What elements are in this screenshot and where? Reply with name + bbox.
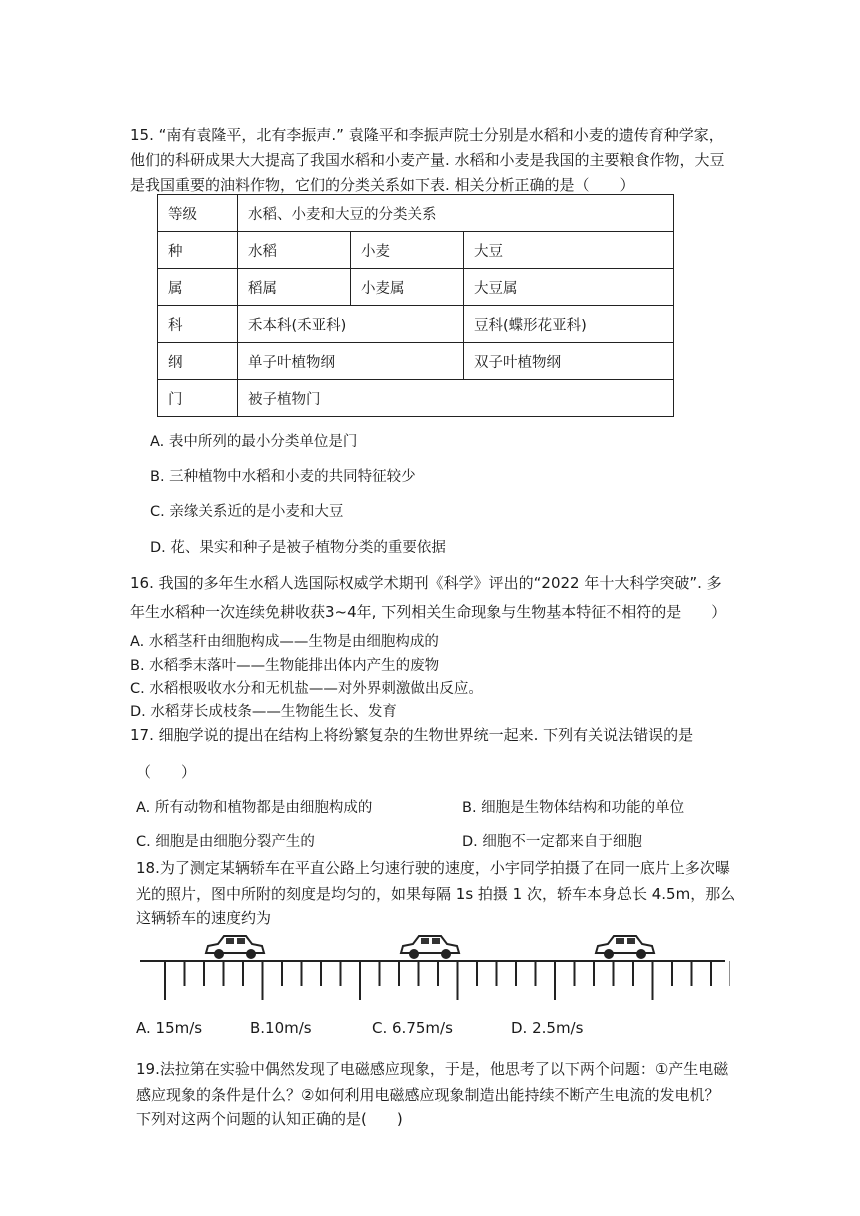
table-row (158, 232, 674, 269)
q16-option-d[interactable]: D. 水稻芽长成枝条——生物能生长、发育 (130, 704, 397, 720)
table-cell: 禾本科(禾亚科) (238, 306, 464, 343)
q18-option-a[interactable]: A. 15m/s (136, 1019, 203, 1037)
q17-option-a[interactable]: A. 所有动物和植物都是由细胞构成的 (136, 800, 373, 816)
table-cell: 大豆 (464, 232, 674, 269)
table-cell: 小麦属 (351, 269, 464, 306)
q16-option-b[interactable]: B. 水稻季末落叶——生物能排出体内产生的废物 (130, 658, 440, 674)
q17-option-c[interactable]: C. 细胞是由细胞分裂产生的 (136, 834, 315, 850)
q17-answer-paren: （ ） (136, 763, 197, 781)
table-row (158, 195, 674, 232)
table-row (158, 380, 674, 417)
table-row (158, 269, 674, 306)
q16-option-c[interactable]: C. 水稻根吸收水分和无机盐——对外界刺激做出反应。 (130, 681, 483, 697)
table-cell: 属 (158, 269, 238, 306)
table-cell: 稻属 (238, 269, 351, 306)
classification-table (157, 194, 674, 417)
q19-stem-line1: 19.法拉第在实验中偶然发现了电磁感应现象，于是，他思考了以下两个问题：①产生电磁 (136, 1060, 729, 1078)
q15-stem-line2: 他们的科研成果大大提高了我国水稻和小麦产量. 水稻和小麦是我国的主要粮食作物，大豆 (130, 151, 725, 169)
table-cell: 种 (158, 232, 238, 269)
table-cell: 水稻、小麦和大豆的分类关系 (238, 195, 674, 232)
q17-option-b[interactable]: B. 细胞是生物体结构和功能的单位 (462, 800, 685, 816)
q18-stem-line1: 18.为了测定某辆轿车在平直公路上匀速行驶的速度，小宇同学拍摄了在同一底片上多次曝 (136, 859, 730, 877)
table-row (158, 343, 674, 380)
q18-stem-line3: 这辆轿车的速度约为 (136, 909, 272, 927)
q15-stem-line1: 15. “南有袁隆平，北有李振声.” 袁隆平和李振声院士分别是水稻和小麦的遗传育种学家， (130, 126, 724, 144)
table-cell: 双子叶植物纲 (464, 343, 674, 380)
q16-stem-line2: 年生水稻种一次连续免耕收获3~4年, 下列相关生命现象与生物基本特征不相符的是 ） (130, 603, 727, 621)
q17-stem-line1: 17. 细胞学说的提出在结构上将纷繁复杂的生物世界统一起来. 下列有关说法错误的是 (130, 726, 694, 744)
q15-option-b[interactable]: B. 三种植物中水稻和小麦的共同特征较少 (150, 469, 416, 485)
table-row (158, 306, 674, 343)
table-cell: 科 (158, 306, 238, 343)
q16-option-a[interactable]: A. 水稻茎秆由细胞构成——生物是由细胞构成的 (130, 634, 439, 650)
q16-stem-line1: 16. 我国的多年生水稻人选国际权威学术期刊《科学》评出的“2022 年十大科学突破”. 多 (130, 574, 722, 592)
q19-stem-line2: 感应现象的条件是什么？②如何利用电磁感应现象制造出能持续不断产生电流的发电机？ (136, 1086, 720, 1104)
q18-option-c[interactable]: C. 6.75m/s (372, 1019, 453, 1037)
table-cell: 等级 (158, 195, 238, 232)
table-cell: 小麦 (351, 232, 464, 269)
table-cell: 被子植物门 (238, 380, 674, 417)
q15-option-d[interactable]: D. 花、果实和种子是被子植物分类的重要依据 (150, 540, 446, 556)
table-cell: 水稻 (238, 232, 351, 269)
q18-option-d[interactable]: D. 2.5m/s (511, 1019, 584, 1037)
table-cell: 大豆属 (464, 269, 674, 306)
q18-stem-line2: 光的照片，图中所附的刻度是均匀的，如果每隔 1s 拍摄 1 次，轿车本身总长 4.5m，那么 (136, 885, 736, 903)
q17-option-d[interactable]: D. 细胞不一定都来自于细胞 (462, 834, 642, 850)
q15-stem-line3: 是我国重要的油料作物，它们的分类关系如下表. 相关分析正确的是（ ） (130, 176, 635, 194)
table-cell: 纲 (158, 343, 238, 380)
q18-option-b[interactable]: B.10m/s (250, 1019, 312, 1037)
table-cell: 单子叶植物纲 (238, 343, 464, 380)
scale-ruler (140, 934, 730, 1006)
q15-option-a[interactable]: A. 表中所列的最小分类单位是门 (150, 434, 358, 450)
table-cell: 豆科(蝶形花亚科) (464, 306, 674, 343)
q19-stem-line3: 下列对这两个问题的认知正确的是( ) (136, 1110, 403, 1128)
q15-option-c[interactable]: C. 亲缘关系近的是小麦和大豆 (150, 504, 344, 520)
table-cell: 门 (158, 380, 238, 417)
